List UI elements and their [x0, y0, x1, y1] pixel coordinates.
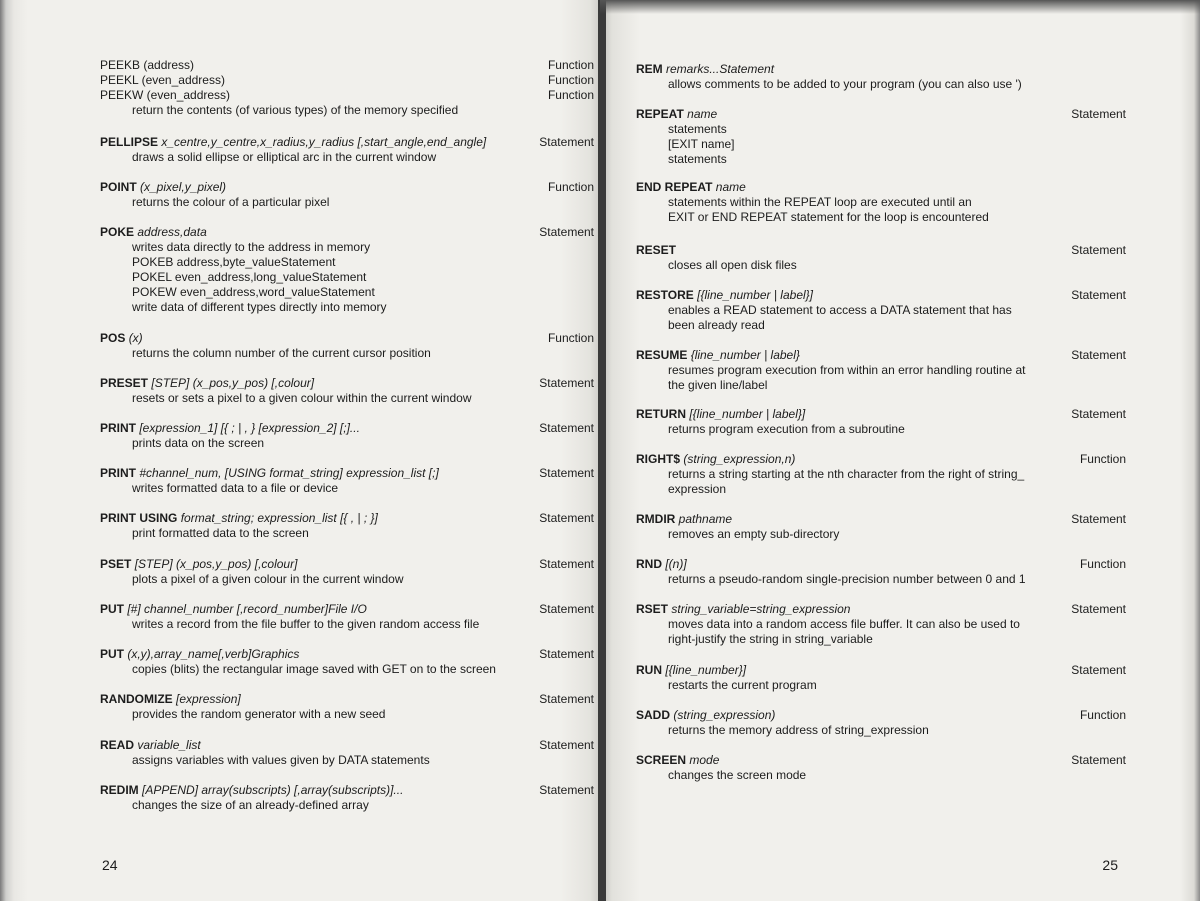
entry-kind: Statement	[539, 376, 594, 390]
entry-print-channel	[100, 466, 594, 496]
entry-sadd	[636, 708, 1126, 738]
entry-heading: READ variable_list	[100, 738, 201, 752]
entry-description: returns the column number of the current cursor position	[132, 346, 431, 360]
entry-description: return the contents (of various types) of the memory specified	[132, 103, 459, 117]
entry-preset	[100, 376, 594, 406]
entry-description: plots a pixel of a given colour in the current window	[132, 572, 404, 586]
entry-description: removes an empty sub-directory	[668, 527, 840, 541]
entry-kind: Function	[1079, 708, 1126, 722]
entry-rmdir	[636, 512, 1126, 542]
entry-heading: RMDIR pathname	[636, 512, 733, 526]
entry-kind: Function	[547, 180, 594, 194]
entry-description: right-justify the string in string_variable	[668, 632, 873, 646]
entry-reset	[636, 243, 1126, 273]
entry-heading: REPEAT name	[636, 107, 718, 121]
entry-restore	[636, 288, 1126, 333]
entry-heading: RETURN [{line_number | label}]	[636, 407, 806, 421]
entry-description: prints data on the screen	[132, 436, 265, 450]
entry-kind: Statement	[1071, 602, 1126, 616]
entry-description: moves data into a random access file buffer. It can also be used to	[668, 617, 1020, 631]
entry-description: resets or sets a pixel to a given colour within the current window	[132, 391, 472, 405]
entry-right-dollar	[636, 452, 1126, 497]
entry-heading: PRINT USING format_string; expression_list [{ , | ; }]	[100, 511, 378, 525]
entry-heading: END REPEAT name	[636, 180, 746, 194]
entry-heading: POKE address,data	[100, 225, 207, 239]
entry-heading: REDIM [APPEND] array(subscripts) [,array(subscripts)]...	[100, 783, 404, 797]
entry-description: returns a pseudo-random single-precision number between 0 and 1	[668, 572, 1026, 586]
entry-description: copies (blits) the rectangular image saved with GET on to the screen	[132, 662, 496, 676]
entry-heading: PELLIPSE x_centre,y_centre,x_radius,y_radius [,start_angle,end_angle]	[100, 135, 487, 149]
entry-description: POKEW even_address,word_valueStatement	[132, 285, 375, 299]
entry-heading: PRESET [STEP] (x_pos,y_pos) [,colour]	[100, 376, 315, 390]
entry-heading: RIGHT$ (string_expression,n)	[636, 452, 796, 466]
book-gutter	[598, 0, 606, 901]
entry-rem	[636, 62, 1126, 92]
entry-rnd	[636, 557, 1126, 587]
entry-kind: Statement	[1071, 753, 1126, 767]
entry-repeat	[636, 107, 1126, 167]
entry-heading: RESUME {line_number | label}	[636, 348, 800, 362]
entry-kind: Statement	[539, 135, 594, 149]
entry-description: POKEL even_address,long_valueStatement	[132, 270, 367, 284]
entry-kind: Statement	[1071, 243, 1126, 257]
entry-description: allows comments to be added to your program (you can also use ')	[668, 77, 1022, 91]
entry-description: returns a string starting at the nth character from the right of string_	[668, 467, 1025, 481]
entry-kind: Statement	[539, 692, 594, 706]
entry-description: statements	[668, 152, 727, 166]
entry-heading: RESET	[636, 243, 677, 257]
entry-end-repeat	[636, 180, 1126, 225]
entry-description: writes data directly to the address in memory	[132, 240, 371, 254]
entry-heading: PUT (x,y),array_name[,verb]Graphics	[100, 647, 300, 661]
entry-rset	[636, 602, 1126, 647]
entry-heading: PEEKW (even_address) Function	[100, 88, 594, 102]
entry-kind: Function	[547, 331, 594, 345]
entry-heading: PEEKB (address) Function	[100, 58, 594, 72]
entry-heading: PRINT [expression_1] [{ ; | , } [expression_2] [;]...	[100, 421, 360, 435]
entry-heading: PEEKL (even_address) Function	[100, 73, 594, 87]
entry-kind: Statement	[539, 738, 594, 752]
entry-heading: RND [(n)]	[636, 557, 687, 571]
entry-kind: Statement	[539, 466, 594, 480]
entry-randomize	[100, 692, 594, 722]
entry-heading: RSET string_variable=string_expression	[636, 602, 851, 616]
right-page	[600, 0, 1200, 901]
entry-heading: SCREEN mode	[636, 753, 720, 767]
entry-poke	[100, 225, 594, 315]
entry-description: writes formatted data to a file or device	[132, 481, 339, 495]
entry-kind: Statement	[539, 225, 594, 239]
entry-heading: SADD (string_expression)	[636, 708, 776, 722]
entry-description: EXIT or END REPEAT statement for the loop is encountered	[668, 210, 989, 224]
entry-point	[100, 180, 594, 210]
entry-description: enables a READ statement to access a DATA statement that has	[668, 303, 1012, 317]
entry-pos	[100, 331, 594, 361]
entry-description: assigns variables with values given by DATA statements	[132, 753, 430, 767]
entry-description: print formatted data to the screen	[132, 526, 309, 540]
page-number: 25	[1102, 857, 1118, 873]
entry-kind: Statement	[539, 602, 594, 616]
entry-redim	[100, 783, 594, 813]
entry-description: returns program execution from a subroutine	[668, 422, 905, 436]
entry-screen	[636, 753, 1126, 783]
entry-heading: RANDOMIZE [expression]	[100, 692, 241, 706]
entry-description: writes a record from the file buffer to the given random access file	[132, 617, 480, 631]
entry-heading: POS (x)	[100, 331, 143, 345]
entry-run	[636, 663, 1126, 693]
entry-description: changes the size of an already-defined array	[132, 798, 369, 812]
entry-peek	[100, 58, 594, 118]
entry-kind: Statement	[539, 783, 594, 797]
entry-kind: Statement	[1071, 348, 1126, 362]
entry-return	[636, 407, 1126, 437]
entry-description: changes the screen mode	[668, 768, 807, 782]
entry-kind: Function	[1079, 557, 1126, 571]
entry-kind: Statement	[1071, 107, 1126, 121]
entry-heading: PUT [#] channel_number [,record_number]File I/O	[100, 602, 367, 616]
entry-kind: Statement	[539, 511, 594, 525]
entry-pset	[100, 557, 594, 587]
entry-description: returns the colour of a particular pixel	[132, 195, 330, 209]
entry-description: been already read	[668, 318, 765, 332]
entry-put-graphics	[100, 647, 594, 677]
entry-heading: PRINT #channel_num, [USING format_string] expression_list [;]	[100, 466, 439, 480]
entry-description: closes all open disk files	[668, 258, 797, 272]
entry-kind: Statement	[1071, 407, 1126, 421]
entry-description: expression	[668, 482, 727, 496]
entry-resume	[636, 348, 1126, 393]
page-number: 24	[102, 857, 118, 873]
entry-description: provides the random generator with a new seed	[132, 707, 386, 721]
entry-pellipse	[100, 135, 594, 165]
entry-kind: Function	[1079, 452, 1126, 466]
entry-read	[100, 738, 594, 768]
entry-description: resumes program execution from within an error handling routine at	[668, 363, 1026, 377]
entry-kind: Statement	[539, 421, 594, 435]
entry-kind: Statement	[539, 557, 594, 571]
entry-description: POKEB address,byte_valueStatement	[132, 255, 336, 269]
entry-print	[100, 421, 594, 451]
entry-description: restarts the current program	[668, 678, 817, 692]
entry-heading: REM remarks...Statement	[636, 62, 775, 76]
entry-heading: PSET [STEP] (x_pos,y_pos) [,colour]	[100, 557, 298, 571]
entry-description: statements within the REPEAT loop are executed until an	[668, 195, 972, 209]
entry-description: draws a solid ellipse or elliptical arc in the current window	[132, 150, 437, 164]
entry-print-using	[100, 511, 594, 541]
entry-put-file	[100, 602, 594, 632]
entry-description: [EXIT name]	[668, 137, 735, 151]
entry-kind: Statement	[1071, 288, 1126, 302]
entry-heading: POINT (x_pixel,y_pixel)	[100, 180, 227, 194]
entry-description: statements	[668, 122, 727, 136]
entry-heading: RUN [{line_number}]	[636, 663, 747, 677]
entry-heading: RESTORE [{line_number | label}]	[636, 288, 814, 302]
entry-kind: Statement	[539, 647, 594, 661]
page-shadow	[600, 0, 1200, 14]
entry-description: returns the memory address of string_expression	[668, 723, 929, 737]
entry-description: the given line/label	[668, 378, 768, 392]
entry-kind: Statement	[1071, 512, 1126, 526]
entry-description: write data of different types directly into memory	[132, 300, 387, 314]
entry-kind: Statement	[1071, 663, 1126, 677]
